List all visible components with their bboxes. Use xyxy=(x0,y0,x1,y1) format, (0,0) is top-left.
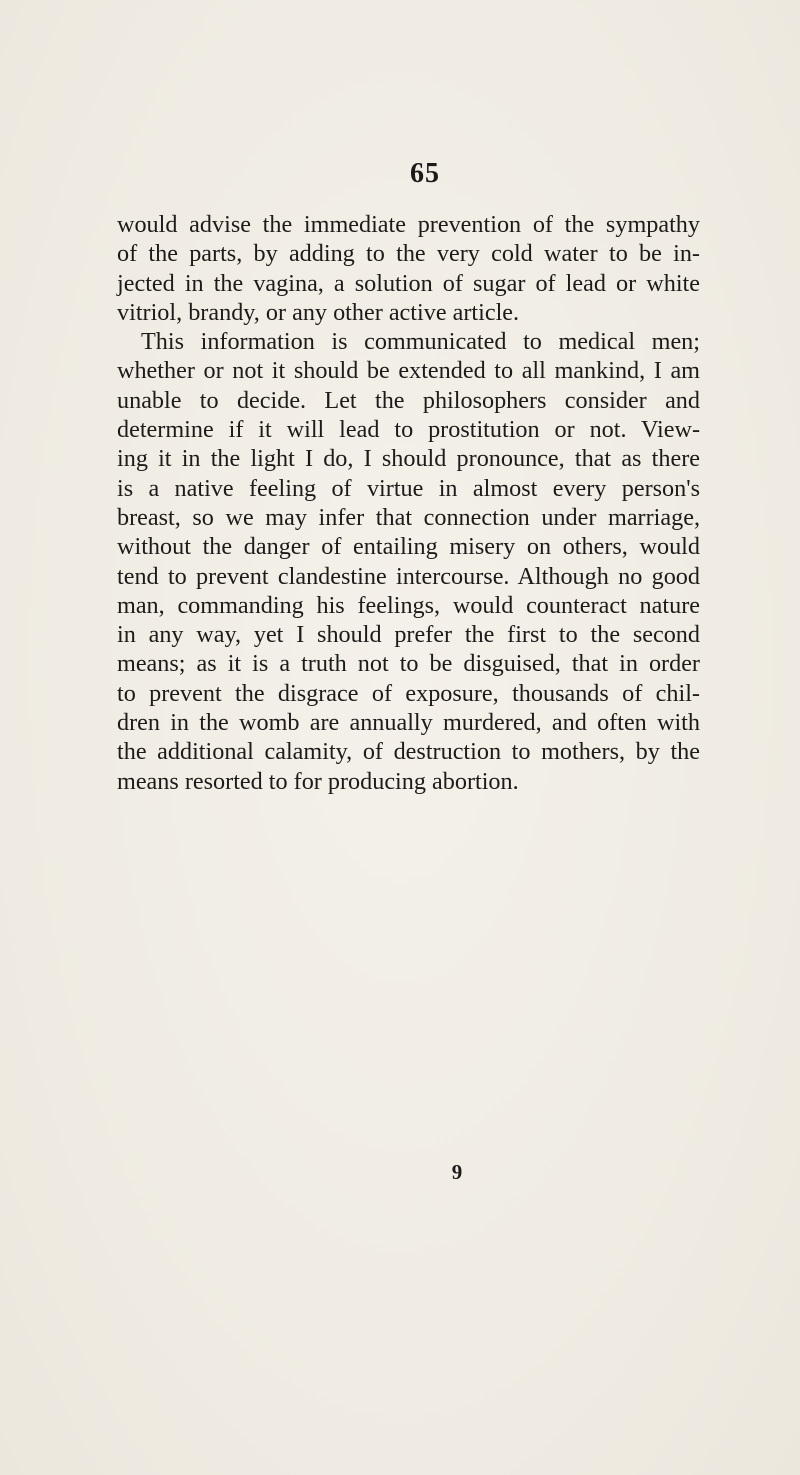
text-line: would advise the immediate prevention of the sympathy xyxy=(117,211,700,238)
text-line: the additional calamity, of destruction to mothers, by the xyxy=(117,738,700,766)
text-line: to prevent the disgrace of exposure, thousands of chil- xyxy=(117,679,700,707)
text-line: This information is communicated to medical men; xyxy=(141,328,700,356)
text-line: of the parts, by adding to the very cold water to be in- xyxy=(117,240,700,268)
text-line: breast, so we may infer that connection under marriage, xyxy=(117,503,700,531)
text-line: in any way, yet I should prefer the first to the second xyxy=(117,621,700,649)
text-line: jected in the vagina, a solution of sugar of lead or white xyxy=(117,269,700,297)
signature-mark: 9 xyxy=(451,1160,463,1184)
text-line: dren in the womb are annually murdered, and often with xyxy=(117,709,700,737)
body-text xyxy=(117,210,700,796)
text-line: vitriol, brandy, or any other active article. xyxy=(117,298,520,326)
text-line: means resorted to for producing abortion. xyxy=(117,767,519,795)
text-line: determine if it will lead to prostitution or not. View- xyxy=(117,416,700,444)
text-line: means; as it is a truth not to be disguised, that in order xyxy=(117,650,700,678)
text-line: tend to prevent clandestine intercourse. Although no good xyxy=(117,562,700,590)
text-line: without the danger of entailing misery on others, would xyxy=(117,533,700,561)
page-number: 65 xyxy=(410,158,440,189)
text-line: is a native feeling of virtue in almost every person's xyxy=(117,474,700,502)
text-line: ing it in the light I do, I should pronounce, that as there xyxy=(117,445,700,473)
text-line: man, commanding his feelings, would counteract nature xyxy=(117,591,700,619)
text-line: whether or not it should be extended to all mankind, I am xyxy=(117,357,700,385)
text-line: unable to decide. Let the philosophers consider and xyxy=(117,386,700,414)
